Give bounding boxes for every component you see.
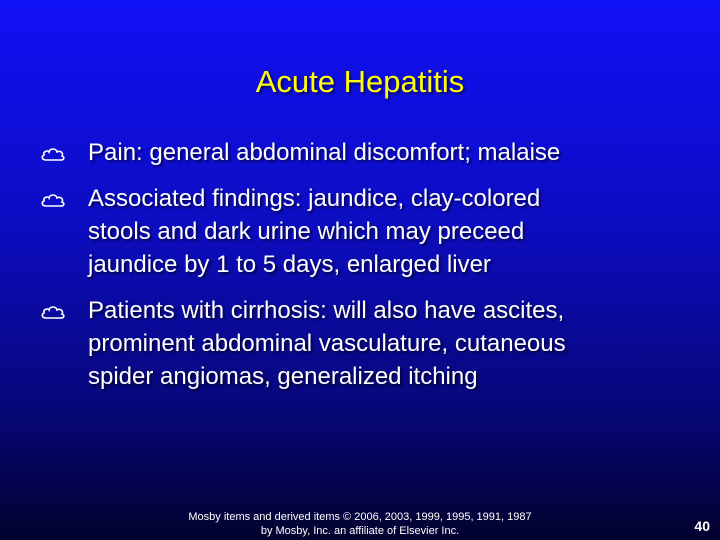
copyright-line: Mosby items and derived items © 2006, 2003, 1999, 1995, 1991, 1987 bbox=[188, 511, 532, 523]
cloud-bullet-icon bbox=[40, 144, 66, 164]
bullet-line: Pain: general abdominal discomfort; malaise bbox=[88, 139, 561, 166]
page-number: 40 bbox=[694, 518, 710, 534]
bullet-line: spider angiomas, generalized itching bbox=[88, 363, 478, 390]
slide-title: Acute Hepatitis bbox=[255, 64, 465, 99]
copyright-line: by Mosby, Inc. an affiliate of Elsevier Inc. bbox=[260, 525, 460, 537]
bullet-text bbox=[88, 182, 688, 281]
bullet-text bbox=[88, 294, 688, 393]
bullet-line: prominent abdominal vasculature, cutaneous bbox=[88, 330, 566, 357]
bullet-text bbox=[88, 136, 688, 169]
bullet-line: Patients with cirrhosis: will also have ascites, bbox=[88, 297, 565, 324]
cloud-bullet-icon bbox=[40, 302, 66, 322]
bullet-line: stools and dark urine which may preceed bbox=[88, 218, 525, 245]
copyright-footer bbox=[140, 510, 580, 538]
cloud-bullet-icon bbox=[40, 190, 66, 210]
bullet-line: Associated findings: jaundice, clay-colored bbox=[88, 185, 541, 212]
bullet-line: jaundice by 1 to 5 days, enlarged liver bbox=[88, 251, 491, 278]
